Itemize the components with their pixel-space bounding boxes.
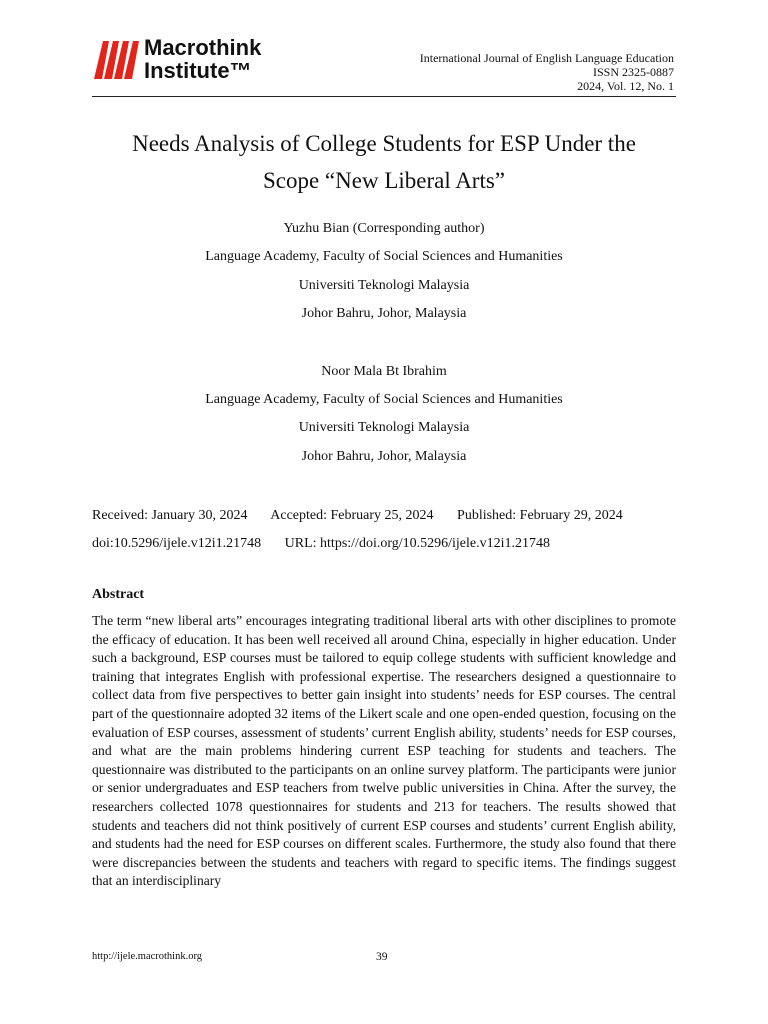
- journal-volume: 2024, Vol. 12, No. 1: [577, 79, 674, 93]
- publisher-logo: [94, 36, 294, 84]
- doi: doi:10.5296/ijele.v12i1.21748: [92, 536, 262, 551]
- brand-subname: Institute™: [144, 58, 252, 83]
- abstract-heading: Abstract: [92, 587, 145, 602]
- paper-title: [60, 125, 708, 199]
- publication-dates: [92, 502, 676, 558]
- author-department: Language Academy, Faculty of Social Sciences and Humanities: [205, 392, 563, 408]
- title-line-1: Needs Analysis of College Students for ESP Under the: [132, 131, 636, 156]
- doi-url-link[interactable]: URL: https://doi.org/10.5296/ijele.v12i1.21748: [284, 536, 551, 551]
- footer-url-link[interactable]: http://ijele.macrothink.org: [92, 951, 203, 962]
- journal-info: [420, 51, 674, 93]
- author-name: Yuzhu Bian (Corresponding author): [283, 221, 485, 236]
- received-date: Received: January 30, 2024: [92, 508, 248, 523]
- author-university: Universiti Teknologi Malaysia: [298, 420, 470, 436]
- author-location: Johor Bahru, Johor, Malaysia: [301, 448, 467, 464]
- journal-issn: ISSN 2325-0887: [592, 65, 674, 79]
- header-divider: [92, 96, 676, 97]
- abstract-text: The term “new liberal arts” encourages integrating traditional liberal arts with other disciplines to promote the efficacy of education. It has been well received all around China, especially in higher education. Under such a background, ESP courses must be tailored to equip college students with sufficient knowledge and training that integrates English with professional expertise. The researchers designed a questionnaire to collect data from five perspectives to better gain insight into students’ needs for ESP courses. The central part of the questionnaire adopted 32 items of the Likert scale and one open-ended question, focusing on the evaluation of ESP courses, assessment of students’ current English ability, students’ needs for ESP courses, and what are the main problems hindering current ESP teaching for students and teachers. The questionnaire was distributed to the participants on an online survey platform. The participants were junior or senior undergraduates and ESP teachers from twelve public universities in China. After the survey, the researchers collected 1078 questionnaires for students and 213 for teachers. The results showed that students and teachers did not think positively of current ESP courses and students’ current English ability, and students had the need for ESP courses on different scales. Furthermore, the study also found that there were discrepancies between the students and teachers with regard to specific items. The findings suggest that an interdisciplinary: [92, 613, 676, 889]
- author-location: Johor Bahru, Johor, Malaysia: [301, 306, 467, 322]
- accepted-date: Accepted: February 25, 2024: [270, 508, 434, 523]
- page-number: 39: [376, 951, 388, 963]
- author-block: [92, 215, 676, 471]
- title-line-2: Scope “New Liberal Arts”: [262, 168, 506, 193]
- author-department: Language Academy, Faculty of Social Sciences and Humanities: [205, 249, 563, 265]
- author-name: Noor Mala Bt Ibrahim: [321, 363, 447, 379]
- journal-name: International Journal of English Language Education: [419, 51, 674, 65]
- published-date: Published: February 29, 2024: [457, 508, 623, 523]
- brand-name: Macrothink: [144, 35, 262, 60]
- macrothink-logo-icon: [94, 39, 140, 79]
- author-university: Universiti Teknologi Malaysia: [298, 277, 470, 293]
